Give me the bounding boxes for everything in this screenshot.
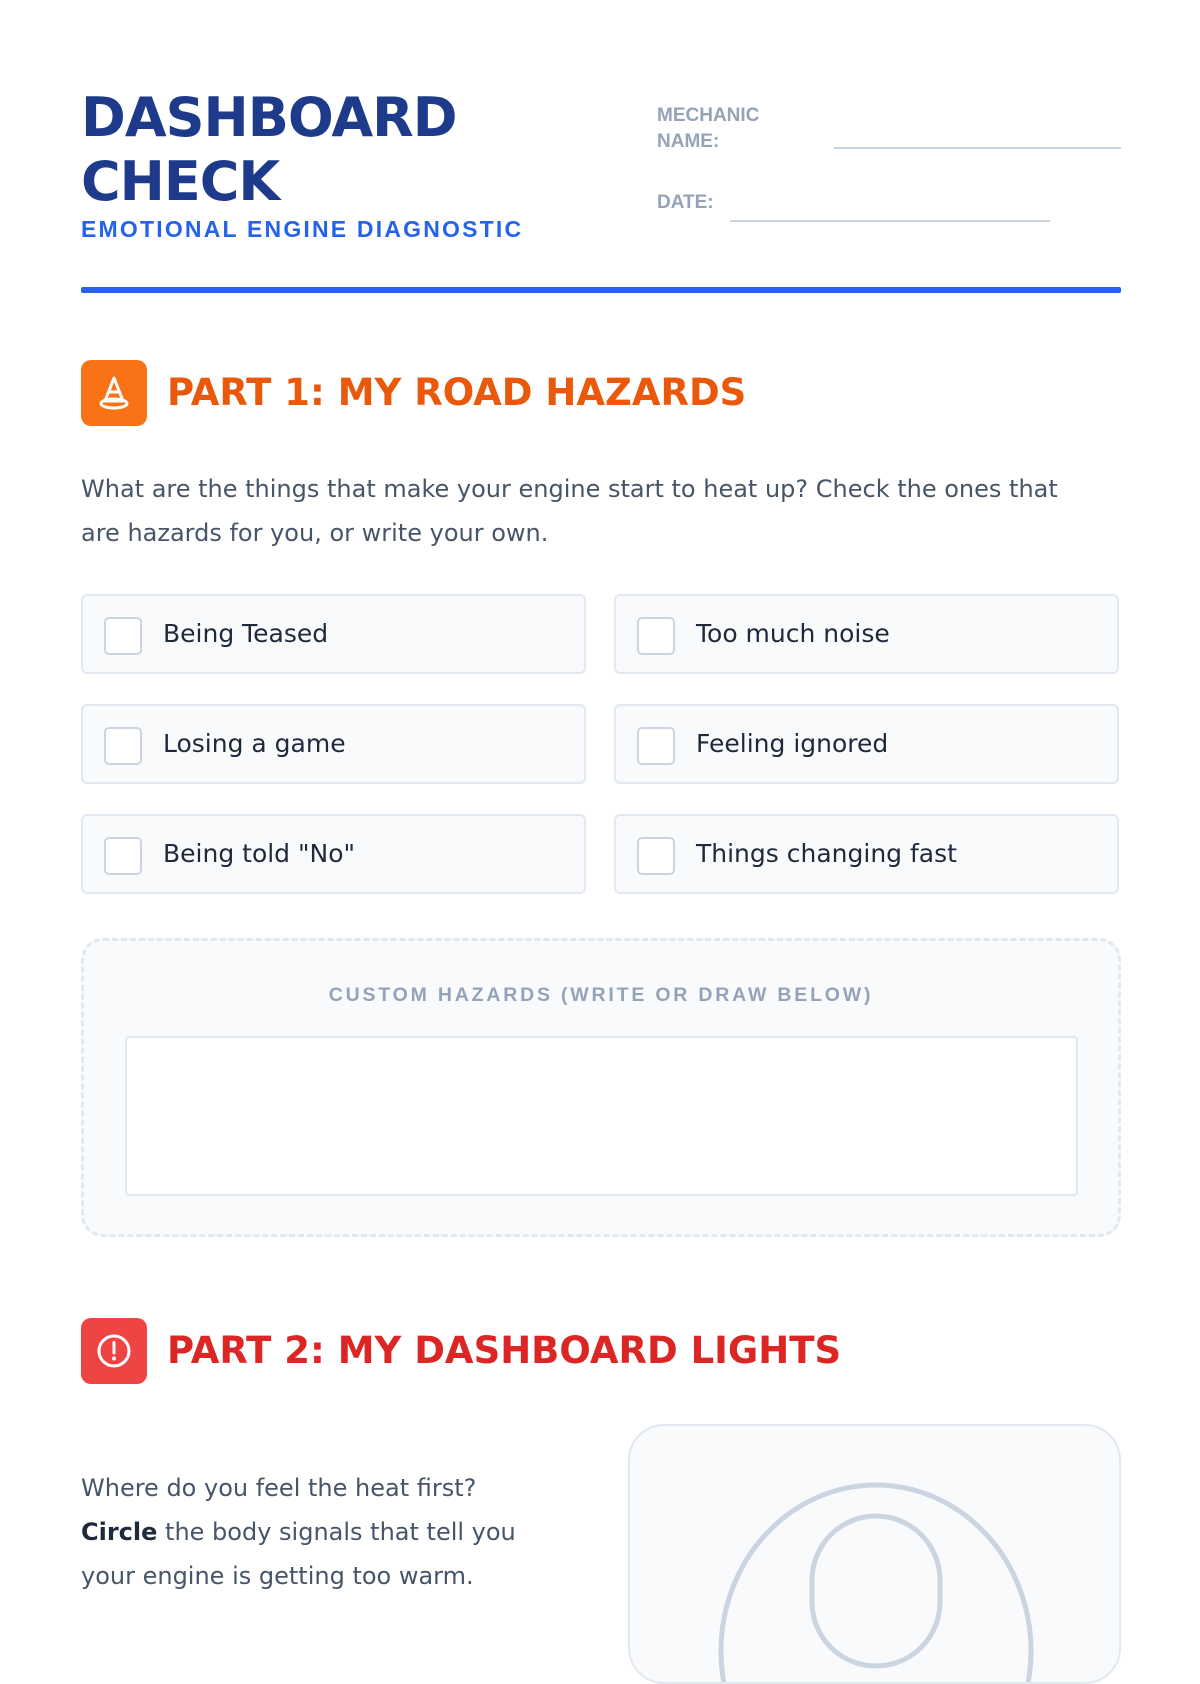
hazard-option-too-much-noise[interactable] [614,594,1119,674]
checkbox[interactable] [104,837,142,875]
body-outline-icon [630,1426,1121,1684]
header-divider [81,287,1121,293]
custom-hazards-panel [81,938,1121,1237]
part2-prompt: Where do you feel the heat first? Circle the body signals that tell you your engine is getting too warm. [81,1474,516,1590]
hazard-label: Feeling ignored [696,729,889,758]
date-field[interactable] [730,220,1050,222]
alert-circle-icon [81,1318,147,1384]
hazard-label: Being Teased [163,619,329,648]
part1-intro: What are the things that make your engine start to heat up? Check the ones that are hazards for you, or write your own. [81,475,1058,547]
page-title [81,86,601,214]
custom-hazards-write-area[interactable] [125,1036,1078,1196]
checkbox[interactable] [637,617,675,655]
part2-title: PART 2: MY DASHBOARD LIGHTS [167,1329,842,1372]
prompt-emphasis: Circle [81,1518,158,1546]
hazard-option-feeling-ignored[interactable] [614,704,1119,784]
title-line-2: CHECK [81,150,280,213]
mechanic-name-label: MECHANIC NAME: [657,105,760,152]
part1-title: PART 1: MY ROAD HAZARDS [167,371,747,414]
title-line-1: DASHBOARD [81,86,457,149]
hazard-option-things-changing-fast[interactable] [614,814,1119,894]
traffic-cone-icon [81,360,147,426]
custom-hazards-label: CUSTOM HAZARDS (WRITE OR DRAW BELOW) [328,984,874,1006]
hazard-option-being-told-no[interactable] [81,814,586,894]
hazard-label: Too much noise [696,619,890,648]
mechanic-name-field[interactable] [834,147,1121,149]
hazard-label: Things changing fast [696,839,957,868]
checkbox[interactable] [104,727,142,765]
checkbox[interactable] [637,837,675,875]
checkbox[interactable] [104,617,142,655]
hazard-label: Losing a game [163,729,346,758]
hazard-option-losing-a-game[interactable] [81,704,586,784]
date-label: DATE: [657,192,714,213]
hazard-option-being-teased[interactable] [81,594,586,674]
page-subtitle: EMOTIONAL ENGINE DIAGNOSTIC [81,216,524,242]
hazard-label: Being told "No" [163,839,355,868]
checkbox[interactable] [637,727,675,765]
body-signals-card[interactable] [628,1424,1121,1684]
